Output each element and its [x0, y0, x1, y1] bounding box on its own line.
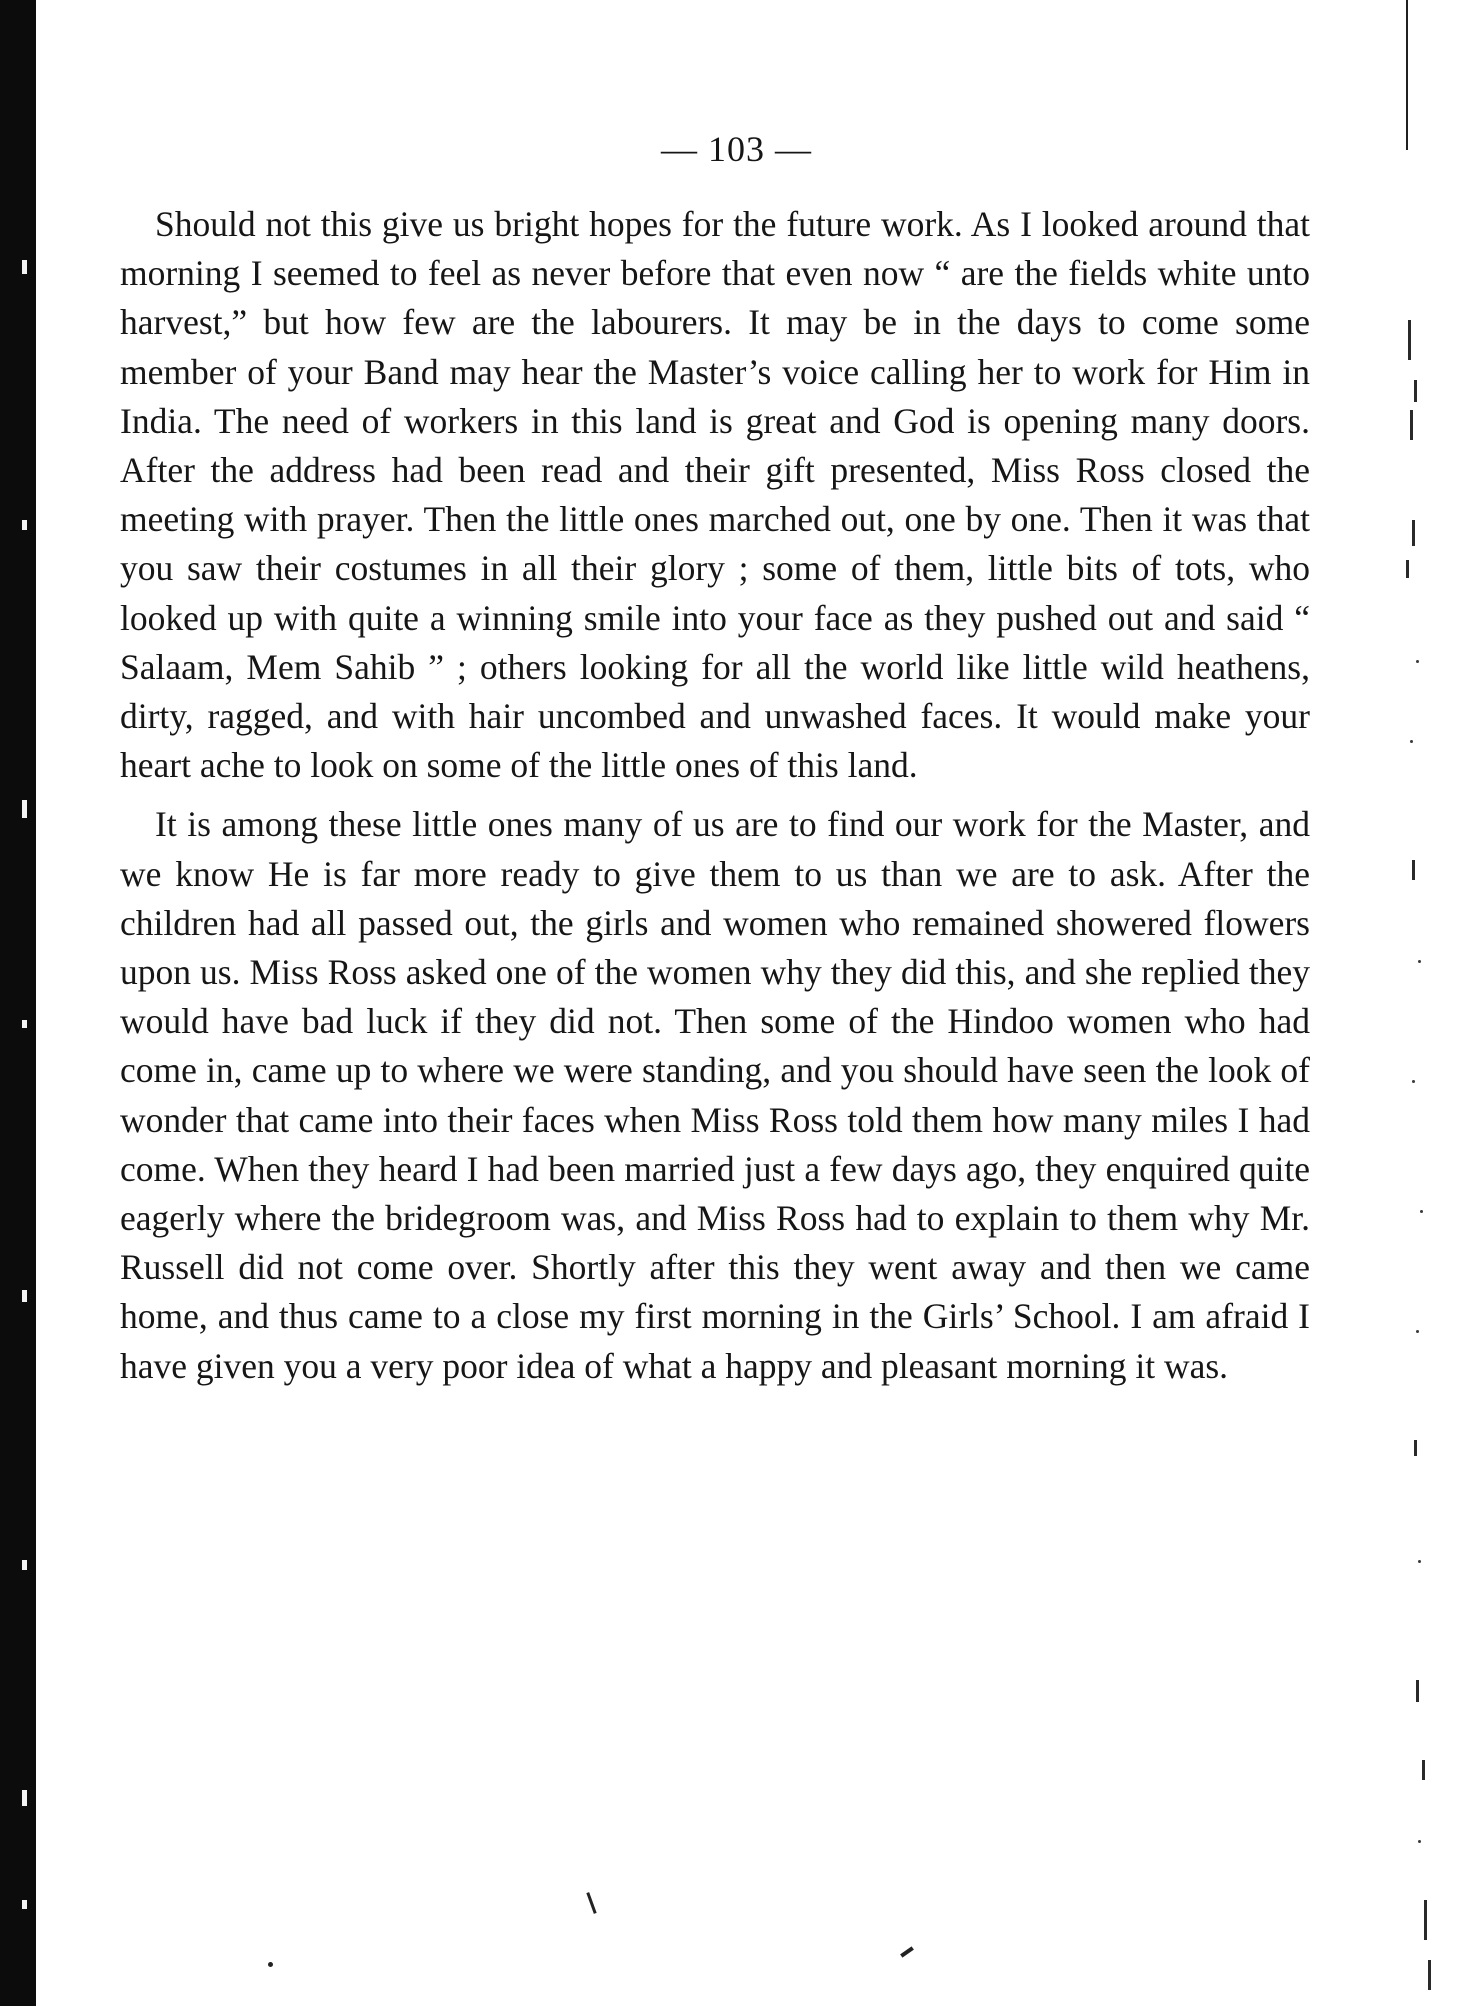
stray-mark [268, 1962, 273, 1967]
page-number: — 103 — [661, 129, 812, 169]
paragraph-2: It is among these little ones many of us are to find our work for the Master, and we know He is far more ready to give them to us than we are to ask. After the children had all passed out, the girls and women who remained showered flowers upon us. Miss Ross asked one of the women why they did this, and she replied they would have bad luck if they did not. Then some of the Hindoo women who had come in, came up to where we were standing, and you should have seen the look of wonder that came into their faces when Miss Ross told them how many miles I had come. When they heard I had been married just a few days ago, they enquired quite eagerly where the bridegroom was, and Miss Ross had to explain to them why Mr. Russell did not come over. Shortly after this they went away and then we came home, and thus came to a close my first morning in the Girls’ School. I am afraid I have given you a very poor idea of what a happy and pleasant morning it was. [120, 804, 1310, 1386]
stray-mark [586, 1892, 596, 1914]
body-text [120, 200, 1310, 1391]
paragraph-1: Should not this give us bright hopes for the future work. As I looked around that morning I seemed to feel as never before that even now “ are the fields white unto harvest,” but how few are the labourers. It may be in the days to come some member of your Band may hear the Master’s voice calling her to work for Him in India. The need of workers in this land is great and God is opening many doors. After the address had been read and their gift presented, Miss Ross closed the meeting with prayer. Then the little ones marched out, one by one. Then it was that you saw their costumes in all their glory ; some of them, little bits of tots, who looked up with quite a winning smile into your face as they pushed out and said “ Salaam, Mem Sahib ” ; others looking for all the world like little wild heathens, dirty, ragged, and with hair uncombed and unwashed faces. It would make your heart ache to look on some of the little ones of this land. [120, 204, 1310, 786]
binding-shadow [0, 0, 36, 2006]
page-edge-marks [1400, 0, 1473, 2006]
stray-mark [900, 1946, 914, 1957]
